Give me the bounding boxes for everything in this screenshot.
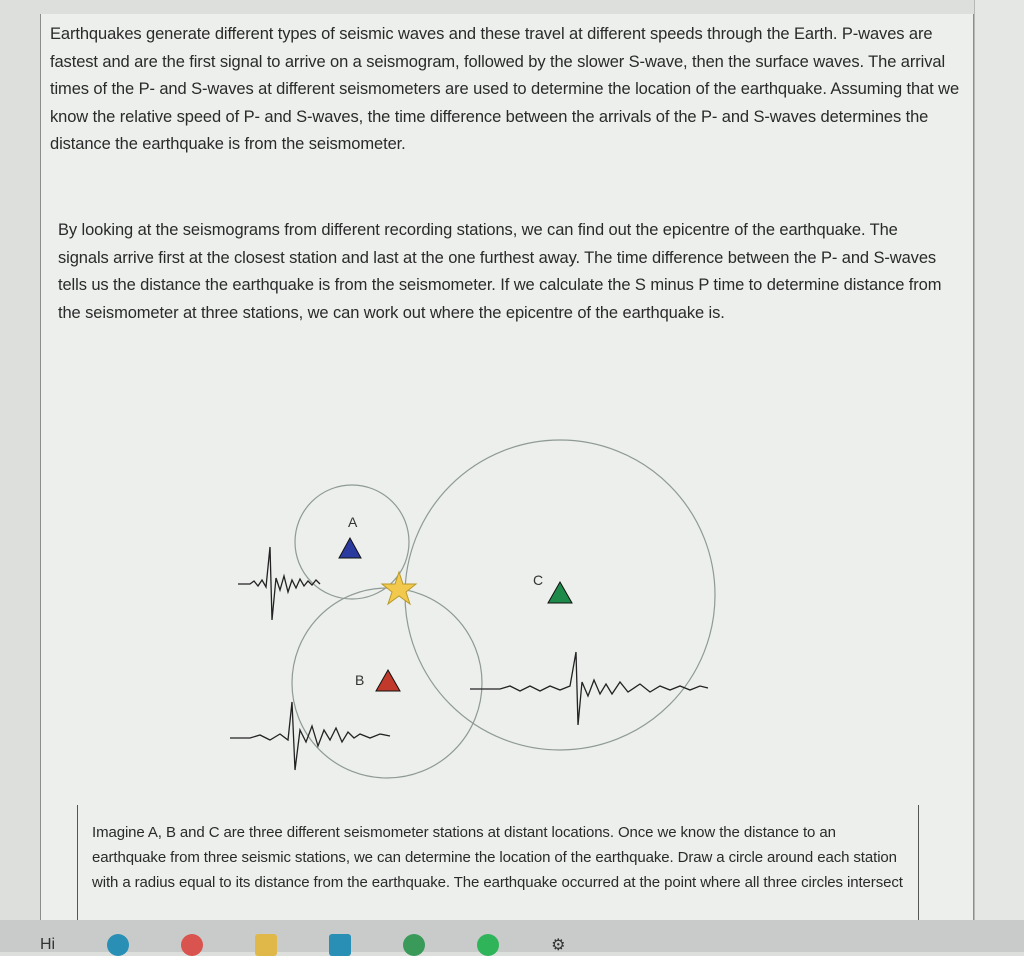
chrome-icon[interactable] <box>181 934 203 956</box>
taskbar <box>0 920 1024 952</box>
settings-icon[interactable]: ⚙ <box>551 937 566 954</box>
edge-icon[interactable] <box>107 934 129 956</box>
triangulation-diagram <box>230 430 830 790</box>
seismogram-b <box>230 702 390 770</box>
epicentre-star-icon <box>382 572 416 604</box>
svg-text:B: B <box>355 672 365 688</box>
station-a-icon <box>339 538 361 558</box>
file-explorer-icon[interactable] <box>255 934 277 956</box>
paragraph-epicentre: By looking at the seismograms from different recording stations, we can find out the epicentre of the earthquake. The signals arrive first at the closest station and last at the one furthest away. The time difference between the P- and S-waves tells us the distance the earthquake is from the seismometer. If we calculate the S minus P time to determine distance from the seismometer at three stations, we can work out where the epicentre of the earthquake is. <box>58 221 942 322</box>
paragraph-intro: Earthquakes generate different types of seismic waves and these travel at different speeds through the Earth. P-waves are fastest and are the first signal to arrive on a seismogram, followed by the slower S-wave, then the surface waves. The arrival times of the P- and S-waves at different seismometers are used to determine the location of the earthquake. Assuming that we know the relative speed of P- and S-waves, the time difference between the arrivals of the P- and S-waves determines the distance the earthquake is from the seismometer. <box>50 25 960 153</box>
app-icon[interactable] <box>403 934 425 956</box>
spotify-icon[interactable] <box>477 934 499 956</box>
page-margin <box>974 0 1024 920</box>
svg-text:A: A <box>348 514 358 530</box>
seismogram-a <box>238 547 320 620</box>
store-icon[interactable] <box>329 934 351 956</box>
station-c-icon <box>548 582 572 603</box>
search-icon[interactable]: Hi <box>40 936 56 953</box>
svg-text:C: C <box>533 572 544 588</box>
paragraph-instructions: Imagine A, B and C are three different seismometer stations at distant locations. Once we know the distance to an earthquake from three seismic stations, we can determine the location of the earthquake. Draw a circle around each station with a radius equal to its distance from the earthquake. The earthquake occurred at the point where all three circles intersect <box>92 824 903 891</box>
seismogram-c <box>470 652 708 725</box>
station-b-icon <box>376 670 400 691</box>
